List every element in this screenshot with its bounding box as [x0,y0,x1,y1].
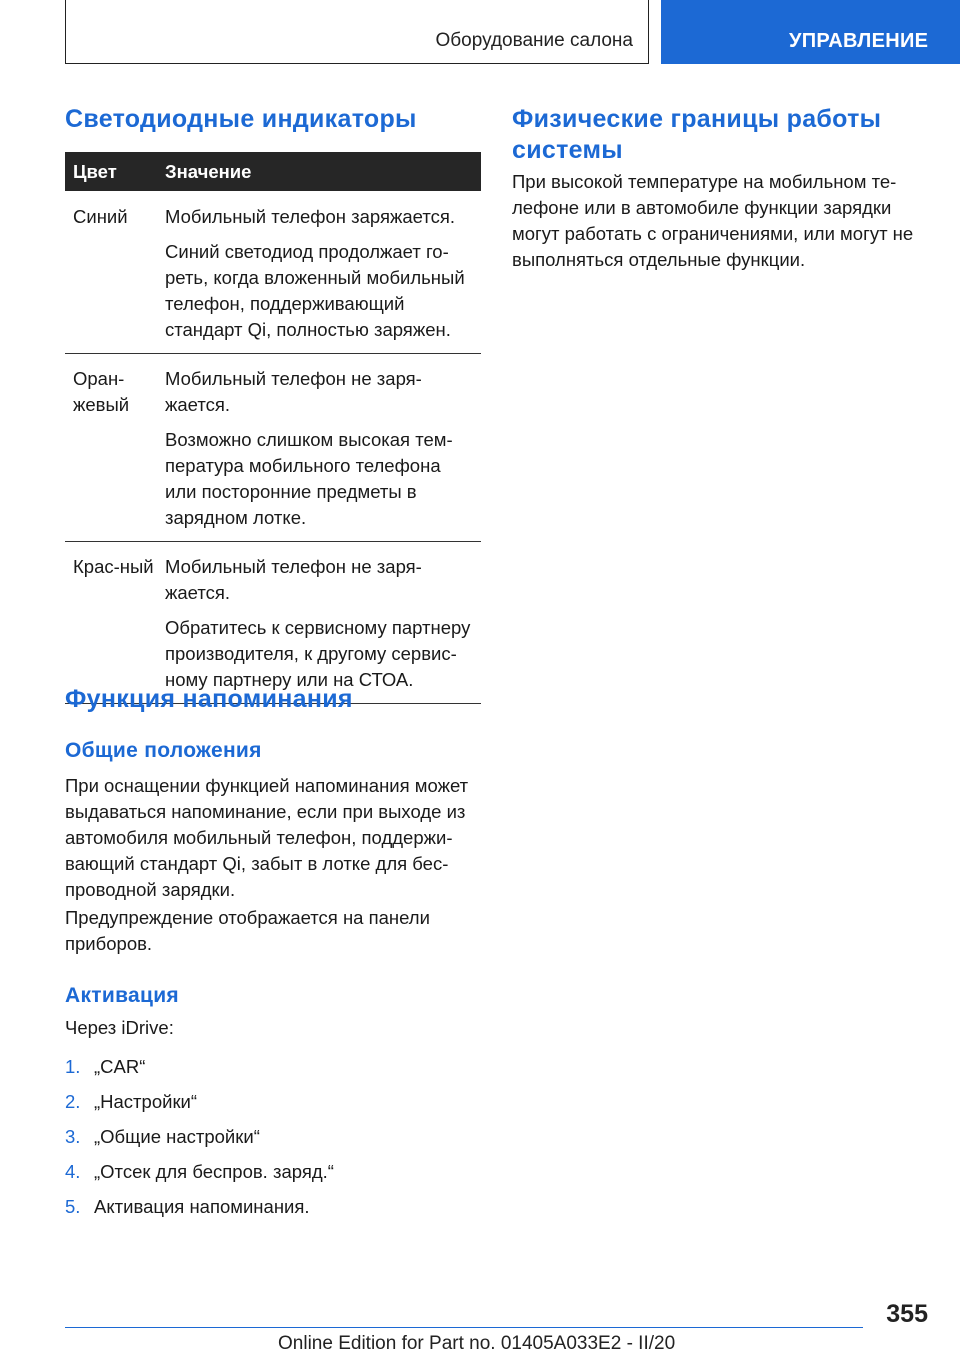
step-text: „CAR“ [94,1056,146,1077]
step-number: 2. [65,1091,81,1112]
warning-paragraph: Предупреждение отображается на панели приборов. [65,907,430,954]
step-number: 4. [65,1161,81,1182]
step-number: 5. [65,1196,81,1217]
table-row [65,354,481,542]
list-item [65,1124,481,1150]
cell-color: Синий [73,206,128,227]
page-number: 355 [886,1300,928,1328]
list-item [65,1089,481,1115]
led-table [65,152,481,704]
cell-color: Крас-ный [73,556,154,577]
general-paragraph: При оснащении функцией напоминания может выдаваться напоминание, если при выходе из автомобиля мобильный телефон, поддержи-вающий стандарт Qi, забыт в лотке для бес-проводной зарядки. [65,775,469,900]
footer-edition: Online Edition for Part no. 01405A033E2 - II/20 [278,1333,676,1354]
footer-divider [65,1327,863,1328]
general-title: Общие положения [65,739,262,762]
led-indicators-title: Светодиодные индикаторы [65,105,417,133]
meaning-line: Мобильный телефон не заря-жается. [165,368,422,415]
meaning-detail: Обратитесь к сервисному партнеру производителя, к другому сервис-ному партнеру или на СТОА. [165,617,471,690]
step-number: 3. [65,1126,81,1147]
cell-meaning [159,542,481,704]
step-text: Активация напоминания. [94,1196,310,1217]
activation-title: Активация [65,984,179,1007]
list-item [65,1054,481,1080]
meaning-detail: Синий светодиод продолжает го-реть, когда вложенный мобильный телефон, поддерживающий стандарт Qi, полностью заряжен. [165,241,465,340]
header-section-title: Оборудование салона [435,30,633,51]
cell-meaning [159,191,481,354]
cell-color: Оран-жевый [73,368,130,415]
table-header-row [65,152,481,191]
reminder-title: Функция напоминания [65,685,353,713]
physical-limits-paragraph: При высокой температуре на мобильном те-лефоне или в автомобиле функции зарядки могут работать с ограничениями, или могут не выполняться отдельные функции. [512,171,914,270]
step-text: „Общие настройки“ [94,1126,260,1147]
list-item [65,1194,481,1220]
step-text: „Отсек для беспров. заряд.“ [94,1161,334,1182]
physical-limits-title: Физические границы работы системы [512,105,882,164]
step-number: 1. [65,1056,81,1077]
step-text: „Настройки“ [94,1091,198,1112]
meaning-detail: Возможно слишком высокая тем-пература мобильного телефона или посторонние предметы в зарядном лотке. [165,429,453,528]
table-row [65,542,481,704]
activation-steps [65,1054,481,1229]
header-chapter-tab [661,0,960,64]
activation-intro: Через iDrive: [65,1017,174,1038]
list-item [65,1159,481,1185]
meaning-line: Мобильный телефон заряжается. [165,206,456,227]
cell-meaning [159,354,481,542]
table-row [65,191,481,354]
meaning-line: Мобильный телефон не заря-жается. [165,556,422,603]
header-chapter-label: УПРАВЛЕНИЕ [789,30,929,52]
th-meaning: Значение [159,152,481,191]
th-color: Цвет [65,152,159,191]
led-table-wrap [65,152,481,704]
